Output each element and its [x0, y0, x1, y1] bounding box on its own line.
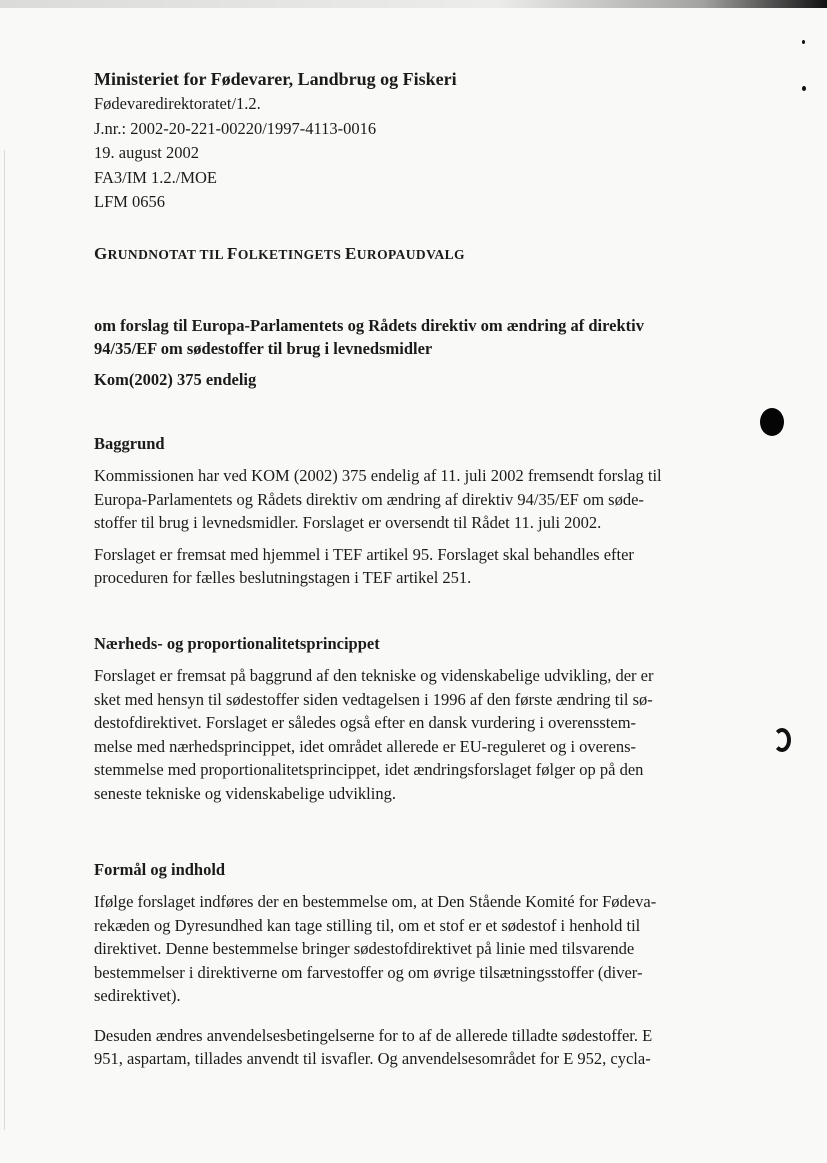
- section-heading: Formål og indhold: [94, 860, 226, 879]
- paragraph: Ifølge forslaget indføres der en bestemmelse om, at Den Stående Komité for Fødeva- rekæden og Dyresundhed kan tage stilling til, om et stof er et sødestof i henhold til direktivet. Denne bestemmelse bringer sødestofdirektivet på linie med tilsvarende bestemmelser i direktiverne om farvestoffer og om øvrige tilsætningsstoffer (diver- sedirektivet).: [94, 892, 657, 1005]
- paragraph: Desuden ændres anvendelsesbetingelserne for to af de allerede tilladte sødestoffer. E 951, aspartam, tillades anvendt til isvafler. Og anvendelsesområdet for E 952, cycla-: [94, 1025, 653, 1068]
- scan-top-edge: [0, 0, 827, 8]
- scan-speck: [802, 40, 805, 44]
- paragraph: Forslaget er fremsat på baggrund af den tekniske og videnskabelige udvikling, der er sket med hensyn til sødestoffer siden vedtagelsen i 1996 af den første ændring til sø- destofdirektivet. Forslaget er således også efter en dansk vurdering i overensstem- melse med nærhedsprincippet, idet området allerede er EU-reguleret og i overens- stemmelse med proportionalitetsprincippet, idet ændringsforslaget følger op på den seneste tekniske og videnskabelige udvikling.: [94, 666, 654, 803]
- scan-speck: [802, 86, 806, 91]
- journal-number: J.nr.: 2002-20-221-00220/1997-4113-0016: [94, 118, 377, 138]
- staple-mark: [773, 728, 791, 752]
- ministry-name: Ministeriet for Fødevarer, Landbrug og Fiskeri: [94, 69, 457, 89]
- scan-left-edge: [4, 150, 5, 1130]
- section-heading: Nærheds- og proportionalitetsprincippet: [94, 634, 380, 653]
- kom-reference: Kom(2002) 375 endelig: [94, 370, 257, 389]
- lfm-number: LFM 0656: [94, 192, 166, 211]
- section-formaal: [94, 860, 734, 1079]
- section-baggrund: [94, 434, 734, 598]
- section-heading: Baggrund: [94, 434, 165, 453]
- document-title: GRUNDNOTAT TIL FOLKETINGETS EUROPAUDVALG: [94, 244, 465, 263]
- document-date: 19. august 2002: [94, 143, 199, 162]
- punch-hole-mark: [760, 408, 784, 436]
- section-naerhed: [94, 634, 734, 813]
- department-line: Fødevaredirektoratet/1.2.: [94, 94, 261, 113]
- reference-code: FA3/IM 1.2./MOE: [94, 167, 217, 187]
- subject-line: om forslag til Europa-Parlamentets og Rådets direktiv om ændring af direktiv 94/35/EF om sødestoffer til brug i levnedsmidler: [94, 316, 644, 358]
- paragraph: Forslaget er fremsat med hjemmel i TEF artikel 95. Forslaget skal behandles efter proceduren for fælles beslutningstagen i TEF artikel 251.: [94, 544, 634, 587]
- letterhead: [94, 66, 457, 215]
- paragraph: Kommissionen har ved KOM (2002) 375 endelig af 11. juli 2002 fremsendt forslag til Europa-Parlamentets og Rådets direktiv om ændring af direktiv 94/35/EF om søde- stoffer til brug i levnedsmidler. Forslaget er oversendt til Rådet 11. juli 2002.: [94, 466, 662, 532]
